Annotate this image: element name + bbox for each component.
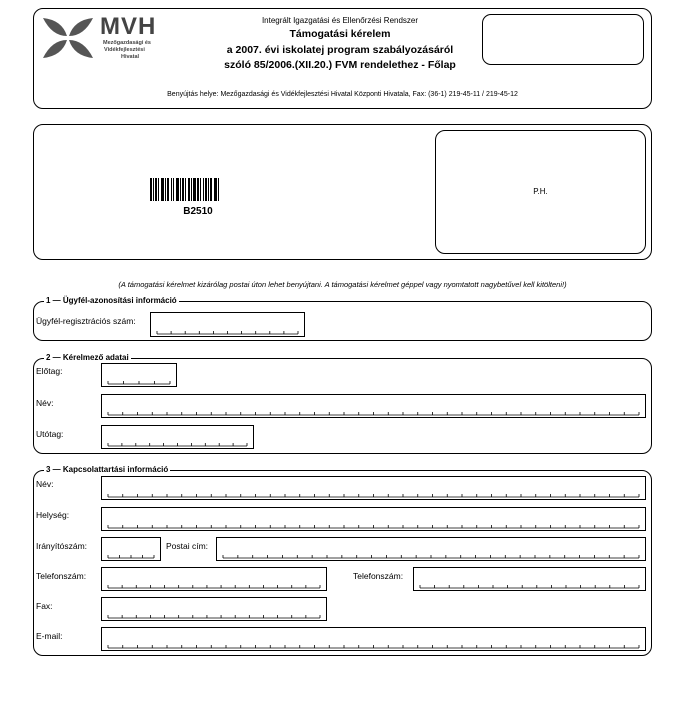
prefix-label: Előtag: [36,366,63,376]
character-comb [217,552,645,560]
phone2-field[interactable] [413,567,646,591]
logo-text-line3: Hivatal [121,54,140,60]
barcode [150,178,246,201]
form-subtitle-line2: szóló 85/2006.(XII.20.) FVM rendelethez - Főlap [224,59,456,71]
form-subtitle-line1: a 2007. évi iskolatej program szabályozásáról [226,44,454,56]
character-comb [102,409,645,417]
zip-label: Irányítószám: [36,541,88,551]
stamp-label: P.H. [533,187,548,196]
section1-title: 1 — Ügyfél-azonosítási információ [46,296,177,305]
logo-text-line2: Vidékfejlesztési [104,47,145,53]
phone1-label: Telefonszám: [36,571,87,581]
mvh-logo [40,13,170,60]
section2-title: 2 — Kérelmező adatai [46,353,129,362]
email-field[interactable] [101,627,646,651]
character-comb [102,612,326,620]
logo-text-line1: Mezőgazdasági és [103,40,151,46]
fax-field[interactable] [101,597,327,621]
prefix-field[interactable] [101,363,177,387]
form-title: Támogatási kérelem [289,28,391,40]
character-comb [102,582,326,590]
section3-title: 3 — Kapcsolattartási információ [46,465,169,474]
contact-name-field[interactable] [101,476,646,500]
suffix-field[interactable] [101,425,254,449]
submission-place: Benyújtás helye: Mezőgazdasági és Vidékfejlesztési Hivatal Központi Hivatala, Fax: (36-1) 219-45-11 / 219-45-12 [167,91,518,98]
city-field[interactable] [101,507,646,531]
postal-address-label: Postai cím: [166,541,209,551]
character-comb [102,491,645,499]
character-comb [414,582,645,590]
fax-label: Fax: [36,601,53,611]
phone1-field[interactable] [101,567,327,591]
registration-number-field[interactable] [150,312,305,337]
suffix-label: Utótag: [36,429,64,439]
name-field[interactable] [101,394,646,418]
phone2-label: Telefonszám: [353,571,404,581]
registration-stamp-box [482,14,644,65]
character-comb [102,522,645,530]
mvh-leaf-icon [40,16,96,60]
character-comb [151,328,304,336]
system-name: Integrált Igazgatási és Ellenőrzési Rendszer [261,16,419,25]
city-label: Helység: [36,510,70,520]
registration-number-label: Ügyfél-regisztrációs szám: [36,316,136,326]
postal-address-field[interactable] [216,537,646,561]
zip-field[interactable] [101,537,161,561]
submission-notice: (A támogatási kérelmet kizárólag postai úton lehet benyújtani. A támogatási kérelmet géppel vagy nyomtatott nagybetűvel kell kitölteni!) [118,280,567,289]
character-comb [102,378,176,386]
character-comb [102,552,160,560]
character-comb [102,642,645,650]
contact-name-label: Név: [36,479,54,489]
character-comb [102,440,253,448]
logo-abbreviation: MVH [100,13,157,40]
name-label: Név: [36,398,54,408]
email-label: E-mail: [36,631,63,641]
barcode-code: B2510 [183,206,213,217]
